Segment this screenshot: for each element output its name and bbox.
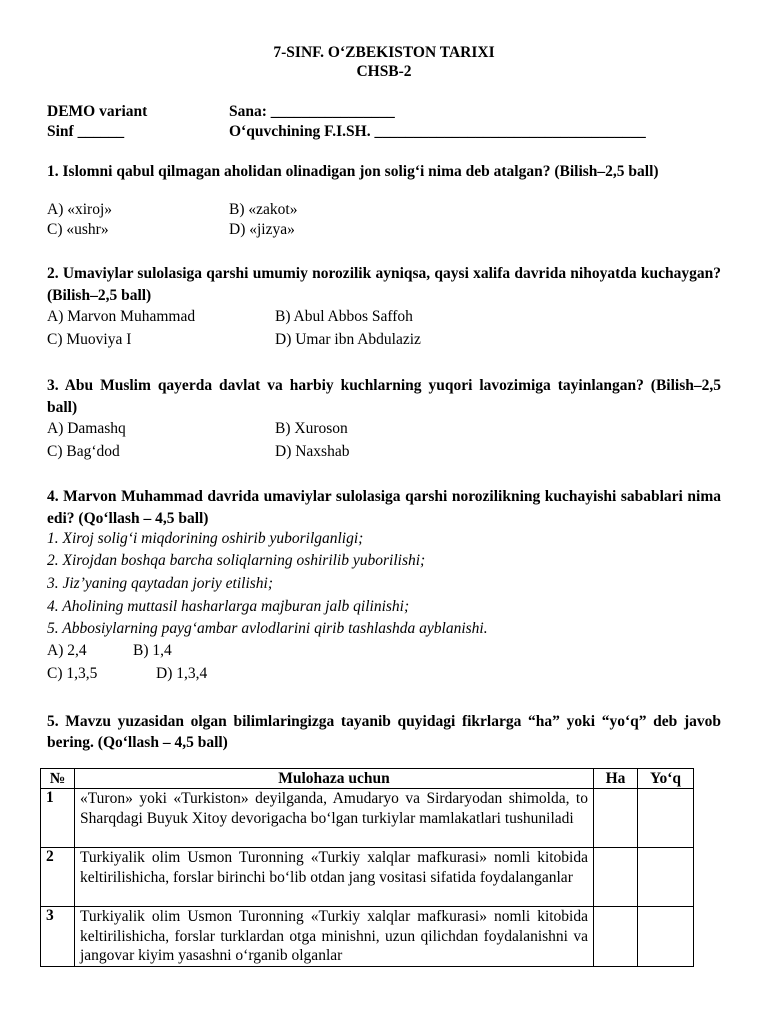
q4-option-d: D) 1,3,4 xyxy=(156,665,208,682)
q2-option-c: C) Muoviya I xyxy=(47,331,132,348)
header-statement: Mulohaza uchun xyxy=(75,769,594,789)
q1-option-c: C) «ushr» xyxy=(47,221,109,238)
row-number: 2 xyxy=(41,848,75,907)
yes-answer-cell[interactable] xyxy=(594,848,638,907)
no-answer-cell[interactable] xyxy=(638,907,694,967)
q3-option-b: B) Xuroson xyxy=(275,420,348,437)
question-3-text: 3. Abu Muslim qayerda davlat va harbiy kuchlarning yuqori lavozimiga tayinlangan? (Bilish–2,5 ball) xyxy=(47,377,721,416)
date-field: Sana: ________________ xyxy=(229,103,395,120)
q1-option-a: A) «xiroj» xyxy=(47,201,113,218)
table-row xyxy=(41,789,694,848)
page-title: 7-SINF. O‘ZBEKISTON TARIXI xyxy=(273,44,495,61)
question-1-text: 1. Islomni qabul qilmagan aholidan olinadigan jon solig‘i nima deb atalgan? (Bilish–2,5 ball) xyxy=(47,163,659,180)
question-4-text: 4. Marvon Muhammad davrida umaviylar sulolasiga qarshi norozilikning kuchayishi sabablari nima edi? (Qo‘llash – 4,5 ball) xyxy=(47,488,721,527)
q4-statement-2: 2. Xirojdan boshqa barcha soliqlarning oshirilib yuborilishi; xyxy=(47,552,426,569)
yes-answer-cell[interactable] xyxy=(594,907,638,967)
q1-option-d: D) «jizya» xyxy=(229,221,295,238)
q4-option-b: B) 1,4 xyxy=(133,642,172,659)
row-number: 3 xyxy=(41,907,75,967)
q3-option-d: D) Naxshab xyxy=(275,443,350,460)
question-5-text: 5. Mavzu yuzasidan olgan bilimlaringizga tayanib quyidagi fikrlarga “ha” yoki “yo‘q” deb javob bering. (Qo‘llash – 4,5 ball) xyxy=(47,713,721,751)
question-2-text: 2. Umaviylar sulolasiga qarshi umumiy norozilik ayniqsa, qaysi xalifa davrida nihoyatda kuchaygan? (Bilish–2,5 ball) xyxy=(47,265,721,304)
yes-answer-cell[interactable] xyxy=(594,789,638,848)
q3-option-c: C) Bag‘dod xyxy=(47,443,120,460)
header-number: № xyxy=(41,769,75,789)
header-no: Yo‘q xyxy=(638,769,694,789)
row-number: 1 xyxy=(41,789,75,848)
q4-statement-4: 4. Aholining muttasil hasharlarga majburan jalb qilinishi; xyxy=(47,598,410,615)
table-row xyxy=(41,907,694,967)
q3-option-a: A) Damashq xyxy=(47,420,126,437)
q2-option-a: A) Marvon Muhammad xyxy=(47,308,196,325)
q4-statement-1: 1. Xiroj solig‘i miqdorining oshirib yuborilganligi; xyxy=(47,530,364,547)
page-subtitle: CHSB-2 xyxy=(356,63,412,80)
q4-option-a: A) 2,4 xyxy=(47,642,87,659)
q4-statement-5: 5. Abbosiylarning payg‘ambar avlodlarini qirib tashlashda ayblanishi. xyxy=(47,620,488,637)
q2-option-b: B) Abul Abbos Saffoh xyxy=(275,308,413,325)
row-statement: «Turon» yoki «Turkiston» deyilganda, Amudaryo va Sirdaryodan shimolda, to Sharqdagi Buyuk Xitoy devorigacha bo‘lgan turkiylar mamlakatlari tushuniladi xyxy=(75,789,594,848)
row-statement: Turkiyalik olim Usmon Turonning «Turkiy xalqlar mafkurasi» nomli kitobida keltirilishicha, forslar turklardan otga minishni, uzun qilichdan foydalanishni va jangovar kiyim yasashni o‘rganib olganlar xyxy=(75,907,594,967)
q1-option-b: B) «zakot» xyxy=(229,201,298,218)
row-statement: Turkiyalik olim Usmon Turonning «Turkiy xalqlar mafkurasi» nomli kitobida keltirilishicha, forslar birinchi bo‘lib otdan jang vositasi sifatida foydalanganlar xyxy=(75,848,594,907)
no-answer-cell[interactable] xyxy=(638,789,694,848)
q4-statement-3: 3. Jiz’yaning qaytadan joriy etilishi; xyxy=(47,575,274,592)
student-name-field: O‘quvchining F.I.SH. ___________________________________ xyxy=(229,123,646,140)
q2-option-d: D) Umar ibn Abdulaziz xyxy=(275,331,421,348)
table-header-row xyxy=(41,769,694,789)
class-field: Sinf ______ xyxy=(47,123,125,140)
table-row xyxy=(41,848,694,907)
variant-label: DEMO variant xyxy=(47,103,148,120)
no-answer-cell[interactable] xyxy=(638,848,694,907)
answer-table xyxy=(40,768,694,967)
q4-option-c: C) 1,3,5 xyxy=(47,665,98,682)
header-yes: Ha xyxy=(594,769,638,789)
